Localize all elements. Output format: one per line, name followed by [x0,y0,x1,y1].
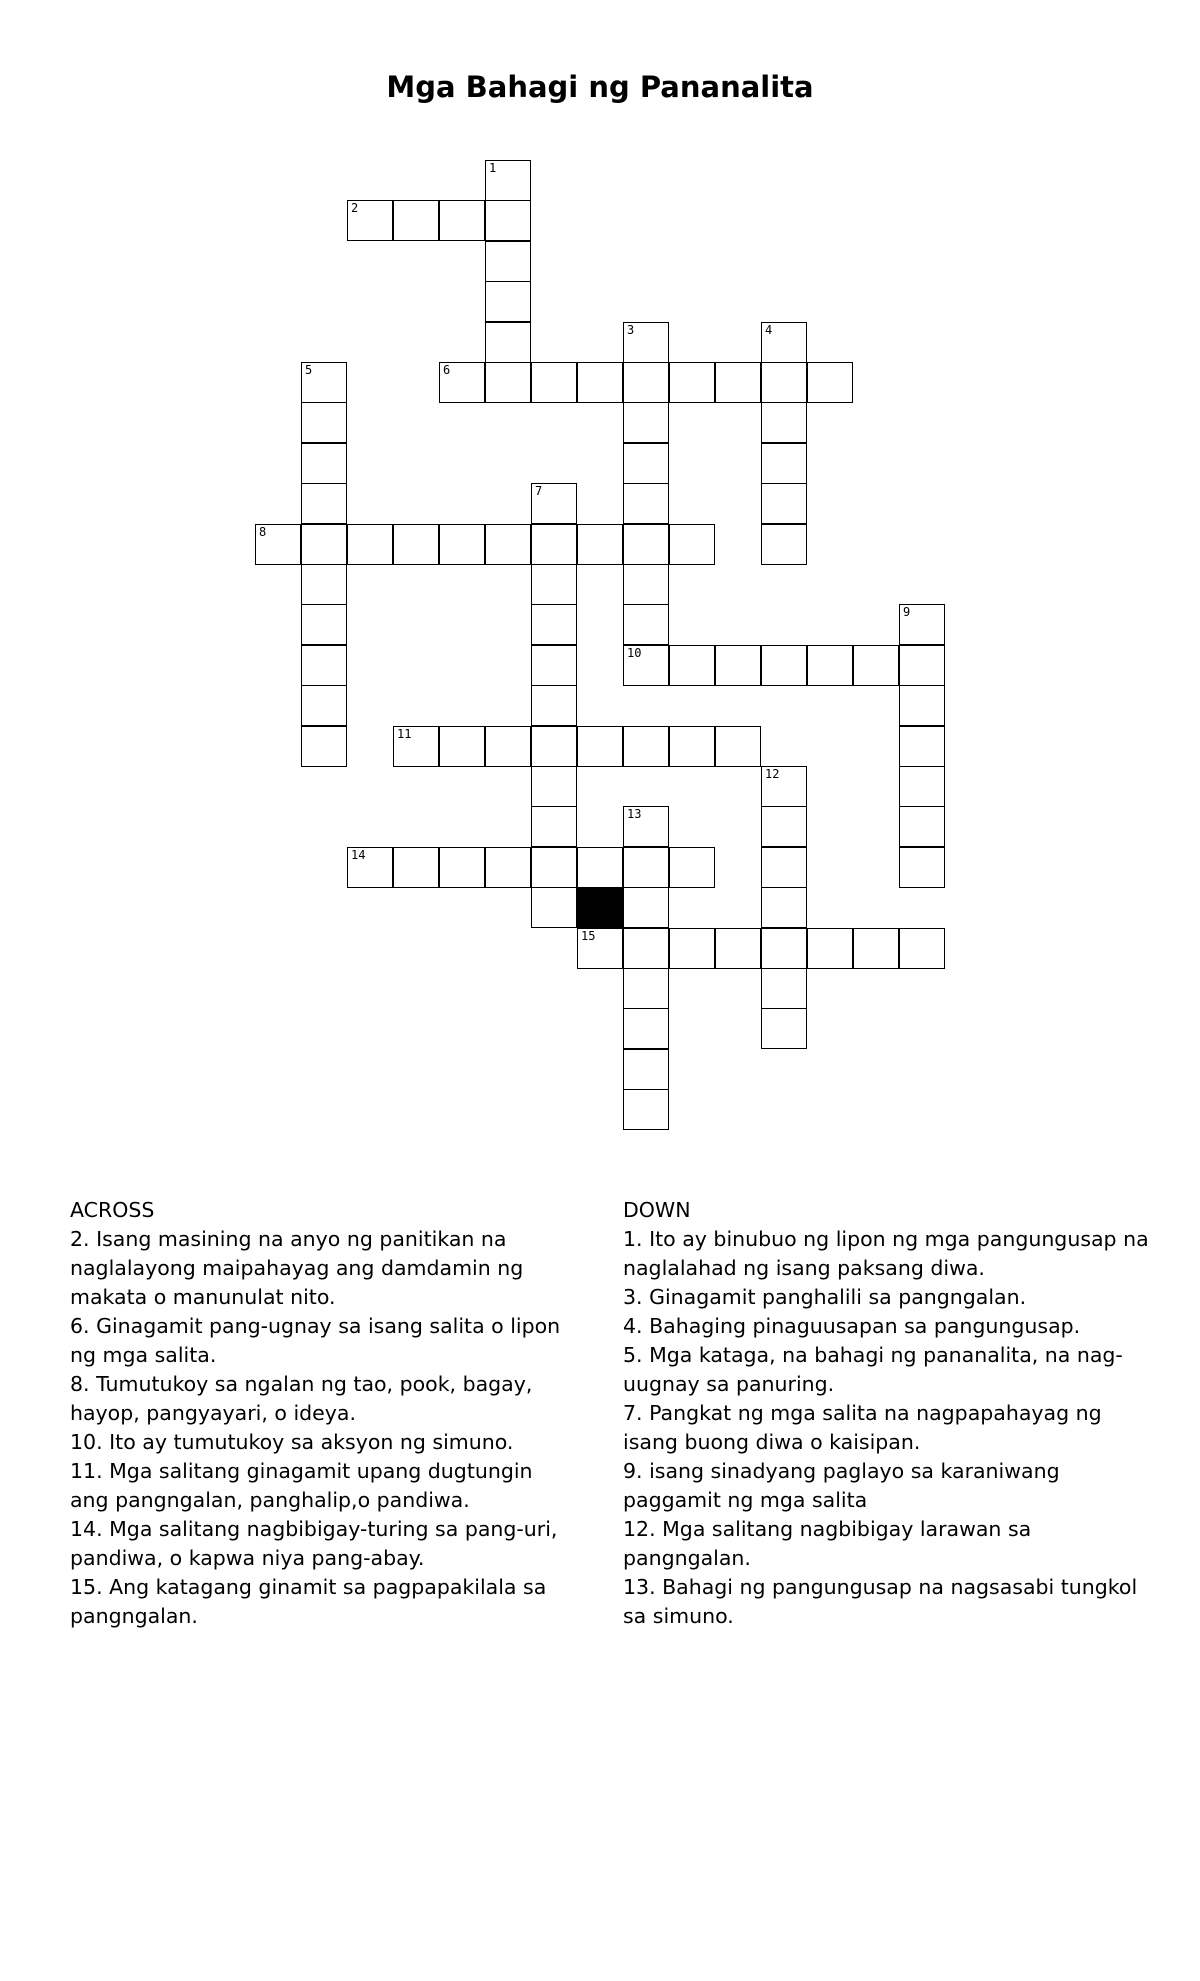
down-clue: 7. Pangkat ng mga salita na nagpapahayag ng isang buong diwa o kaisipan. [623,1401,1102,1454]
clue-number: 1 [489,161,497,175]
crossword-cell[interactable] [761,402,807,443]
crossword-cell[interactable] [899,766,945,807]
crossword-cell[interactable] [623,483,669,524]
crossword-cell[interactable] [577,726,623,767]
crossword-cell[interactable] [623,524,669,565]
crossword-cell[interactable] [623,443,669,484]
crossword-cell[interactable] [439,200,485,241]
crossword-cell[interactable] [899,726,945,767]
crossword-cell[interactable] [301,443,347,484]
crossword-cell[interactable] [761,524,807,565]
crossword-cell[interactable] [623,968,669,1009]
crossword-cell[interactable] [439,847,485,888]
crossword-cell[interactable] [301,483,347,524]
crossword-cell[interactable] [669,524,715,565]
crossword-cell[interactable] [347,200,393,241]
crossword-cell[interactable] [623,887,669,928]
crossword-cell[interactable] [439,524,485,565]
crossword-cell[interactable] [577,847,623,888]
crossword-cell[interactable] [807,928,853,969]
crossword-cell[interactable] [531,726,577,767]
crossword-cell[interactable] [531,483,577,524]
crossword-cell[interactable] [899,685,945,726]
crossword-cell[interactable] [301,564,347,605]
across-clue: 2. Isang masining na anyo ng panitikan na naglalayong maipahayag ang damdamin ng makata o manunulat nito. [70,1227,524,1309]
crossword-cell[interactable] [485,524,531,565]
down-clue: 3. Ginagamit panghalili sa pangngalan. [623,1285,1027,1309]
crossword-cell[interactable] [761,1008,807,1049]
crossword-cell[interactable] [761,322,807,363]
crossword-cell[interactable] [439,362,485,403]
crossword-cell[interactable] [899,604,945,645]
crossword-cell[interactable] [531,564,577,605]
crossword-cell[interactable] [623,362,669,403]
crossword-cell[interactable] [715,928,761,969]
down-heading: DOWN [623,1198,691,1222]
across-clue: 11. Mga salitang ginagamit upang dugtungin ang pangngalan, panghalip,o pandiwa. [70,1459,533,1512]
crossword-cell[interactable] [761,968,807,1009]
across-clue: 14. Mga salitang nagbibigay-turing sa pang-uri, pandiwa, o kapwa niya pang-abay. [70,1517,558,1570]
clue-number: 6 [443,363,451,377]
crossword-cell[interactable] [485,241,531,282]
crossword-cell[interactable] [623,604,669,645]
crossword-cell[interactable] [623,1049,669,1090]
down-clue: 1. Ito ay binubuo ng lipon ng mga pangungusap na naglalahad ng isang paksang diwa. [623,1227,1149,1280]
crossword-cell[interactable] [715,645,761,686]
crossword-cell[interactable] [393,524,439,565]
clue-number: 15 [581,929,596,943]
clue-number: 8 [259,525,267,539]
down-clue: 4. Bahaging pinaguusapan sa pangungusap. [623,1314,1081,1338]
crossword-cell[interactable] [485,281,531,322]
crossword-cell[interactable] [761,887,807,928]
crossword-cell[interactable] [669,726,715,767]
crossword-cell[interactable] [485,160,531,201]
across-clue: 6. Ginagamit pang-ugnay sa isang salita o lipon ng mga salita. [70,1314,561,1367]
crossword-cell[interactable] [531,847,577,888]
crossword-cell[interactable] [485,362,531,403]
down-clue: 12. Mga salitang nagbibigay larawan sa pangngalan. [623,1517,1032,1570]
crossword-cell[interactable] [715,362,761,403]
crossword-cell[interactable] [577,524,623,565]
crossword-cell[interactable] [577,928,623,969]
crossword-cell[interactable] [899,928,945,969]
crossword-cell[interactable] [531,887,577,928]
across-clue: 8. Tumutukoy sa ngalan ng tao, pook, bagay, hayop, pangyayari, o ideya. [70,1372,533,1425]
crossword-cell[interactable] [761,362,807,403]
crossword-cell[interactable] [531,685,577,726]
crossword-cell[interactable] [623,1008,669,1049]
crossword-cell[interactable] [485,200,531,241]
clue-number: 4 [765,323,773,337]
crossword-cell[interactable] [623,847,669,888]
crossword-cell[interactable] [531,806,577,847]
crossword-cell[interactable] [623,322,669,363]
down-clues [623,1196,1153,1631]
crossword-cell[interactable] [485,847,531,888]
crossword-cell[interactable] [761,847,807,888]
crossword-cell[interactable] [761,483,807,524]
crossword-cell[interactable] [531,766,577,807]
clue-number: 11 [397,727,412,741]
crossword-cell[interactable] [301,604,347,645]
crossword-cell[interactable] [623,806,669,847]
crossword-cell[interactable] [669,847,715,888]
crossword-cell[interactable] [669,928,715,969]
crossword-cell[interactable] [623,402,669,443]
crossword-cell[interactable] [623,564,669,605]
crossword-cell[interactable] [301,524,347,565]
clue-number: 10 [627,646,642,660]
crossword-cell[interactable] [761,645,807,686]
clue-number: 7 [535,484,543,498]
across-clue: 10. Ito ay tumutukoy sa aksyon ng simuno. [70,1430,514,1454]
crossword-cell[interactable] [393,847,439,888]
crossword-cell[interactable] [761,766,807,807]
crossword-cell[interactable] [531,645,577,686]
crossword-cell[interactable] [301,645,347,686]
crossword-cell[interactable] [623,1089,669,1130]
crossword-cell[interactable] [899,847,945,888]
crossword-cell[interactable] [393,200,439,241]
clue-number: 3 [627,323,635,337]
down-clue: 5. Mga kataga, na bahagi ng pananalita, na nag-uugnay sa panuring. [623,1343,1123,1396]
clue-number: 9 [903,605,911,619]
crossword-cell[interactable] [899,645,945,686]
page-title: Mga Bahagi ng Pananalita [386,70,814,104]
crossword-cell[interactable] [301,362,347,403]
crossword-black-cell [577,887,623,928]
crossword-cell[interactable] [807,645,853,686]
crossword-cell[interactable] [899,806,945,847]
crossword-cell[interactable] [853,645,899,686]
crossword-cell[interactable] [255,524,301,565]
crossword-cell[interactable] [531,362,577,403]
crossword-cell[interactable] [807,362,853,403]
crossword-cell[interactable] [623,928,669,969]
across-heading: ACROSS [70,1198,155,1222]
crossword-cell[interactable] [715,726,761,767]
crossword-cell[interactable] [761,928,807,969]
down-clue: 9. isang sinadyang paglayo sa karaniwang paggamit ng mga salita [623,1459,1060,1512]
crossword-cell[interactable] [485,322,531,363]
crossword-cell[interactable] [531,604,577,645]
crossword-cell[interactable] [853,928,899,969]
crossword-cell[interactable] [485,726,531,767]
across-clue: 15. Ang katagang ginamit sa pagpapakilala sa pangngalan. [70,1575,547,1628]
clue-number: 5 [305,363,313,377]
crossword-cell[interactable] [761,806,807,847]
crossword-cell[interactable] [623,726,669,767]
crossword-cell[interactable] [761,443,807,484]
crossword-cell[interactable] [301,685,347,726]
clue-number: 14 [351,848,366,862]
clue-number: 13 [627,807,642,821]
clue-number: 2 [351,201,359,215]
crossword-cell[interactable] [301,402,347,443]
crossword-cell[interactable] [301,726,347,767]
crossword-cell[interactable] [669,645,715,686]
crossword-cell[interactable] [347,847,393,888]
crossword-cell[interactable] [623,645,669,686]
crossword-cell[interactable] [439,726,485,767]
down-clue: 13. Bahagi ng pangungusap na nagsasabi tungkol sa simuno. [623,1575,1138,1628]
crossword-cell[interactable] [531,524,577,565]
crossword-cell[interactable] [393,726,439,767]
crossword-cell[interactable] [669,362,715,403]
across-clues [70,1196,570,1631]
clue-number: 12 [765,767,780,781]
crossword-cell[interactable] [347,524,393,565]
crossword-cell[interactable] [577,362,623,403]
